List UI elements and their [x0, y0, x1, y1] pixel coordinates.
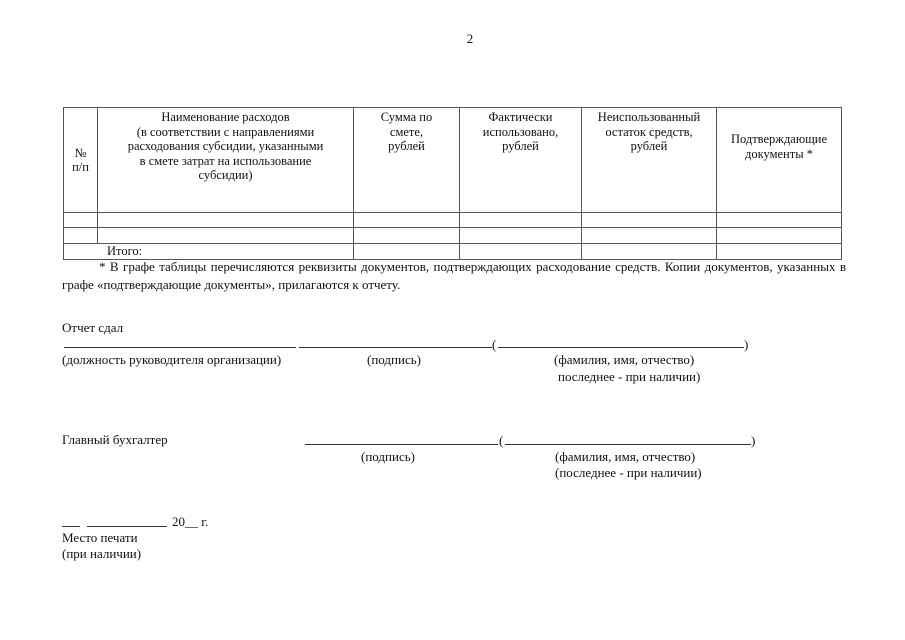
signature-line — [299, 347, 492, 348]
header-docs-line2: документы * — [745, 146, 813, 161]
table-cell — [717, 213, 842, 228]
accountant-signature-line — [305, 444, 498, 445]
table-cell — [460, 213, 582, 228]
header-estimate-line1: Сумма по — [380, 110, 433, 124]
header-actual-line3: рублей — [502, 139, 539, 153]
table-cell — [98, 213, 354, 228]
report-submitted-title: Отчет сдал — [62, 320, 124, 335]
accountant-name-caption: (фамилия, имя, отчество) — [555, 449, 696, 464]
table-cell — [354, 213, 460, 228]
table-cell — [582, 213, 717, 228]
header-estimate-line3: рублей — [388, 139, 425, 153]
footnote: * В графе таблицы перечисляются реквизиты документов, подтверждающих расходование средств. Копии документов, указанных в графе «подтверждающие документы», прилагаются к отчету. — [62, 259, 846, 292]
header-actual-line2: использовано, — [482, 124, 559, 139]
stamp-note: (при наличии) — [62, 546, 142, 561]
table-cell — [582, 228, 717, 244]
header-actual-used — [460, 108, 582, 213]
header-unused-line3: рублей — [630, 139, 668, 153]
signature-caption: (подпись) — [367, 352, 421, 367]
header-estimate-line2: смете, — [389, 124, 424, 139]
header-unused-line1: Неиспользованный — [597, 110, 701, 124]
header-docs-line1: Подтверждающие — [730, 132, 828, 146]
name-line — [498, 347, 744, 348]
name-caption: (фамилия, имя, отчество) — [554, 352, 695, 367]
position-caption: (должность руководителя организации) — [62, 352, 282, 367]
table-cell — [64, 213, 98, 228]
header-unused-balance — [582, 108, 717, 213]
header-expense-line5: субсидии) — [198, 168, 253, 182]
header-number-line1: № — [74, 145, 87, 160]
header-expense-line1: Наименование расходов — [161, 110, 290, 124]
header-expense-line3: расходования субсидии, указанными — [127, 139, 324, 153]
table-cell — [98, 228, 354, 244]
header-unused-line2: остаток средств, — [605, 124, 693, 139]
table-cell — [64, 228, 98, 244]
table-cell — [354, 228, 460, 244]
page-number: 2 — [466, 31, 474, 46]
accountant-signature-caption: (подпись) — [361, 449, 415, 464]
header-actual-line1: Фактически — [488, 110, 553, 124]
table-cell — [717, 228, 842, 244]
accountant-name-note: (последнее - при наличии) — [555, 465, 702, 480]
date-day-line — [62, 526, 80, 527]
header-number — [64, 108, 98, 213]
table-header-row — [64, 108, 842, 213]
open-paren: ( — [499, 433, 504, 448]
open-paren: ( — [492, 337, 497, 352]
stamp-label: Место печати — [62, 530, 138, 545]
table-row — [64, 228, 842, 244]
expenses-table — [63, 107, 842, 260]
header-expense-name — [98, 108, 354, 213]
table-cell — [460, 228, 582, 244]
header-supporting-docs — [717, 108, 842, 213]
close-paren: ) — [751, 433, 756, 448]
accountant-name-line — [505, 444, 751, 445]
close-paren: ) — [744, 337, 749, 352]
total-label: Итого: — [107, 244, 143, 259]
table-row — [64, 213, 842, 228]
date-year: 20__ г. — [172, 514, 209, 529]
header-number-line2: п/п — [72, 160, 89, 174]
chief-accountant-title: Главный бухгалтер — [62, 432, 168, 447]
header-estimate-sum — [354, 108, 460, 213]
header-expense-line2: (в соответствии с направлениями — [136, 124, 315, 139]
date-month-line — [87, 526, 167, 527]
header-expense-line4: в смете затрат на использование — [139, 153, 312, 168]
position-line — [64, 347, 296, 348]
name-note: последнее - при наличии) — [558, 369, 701, 384]
